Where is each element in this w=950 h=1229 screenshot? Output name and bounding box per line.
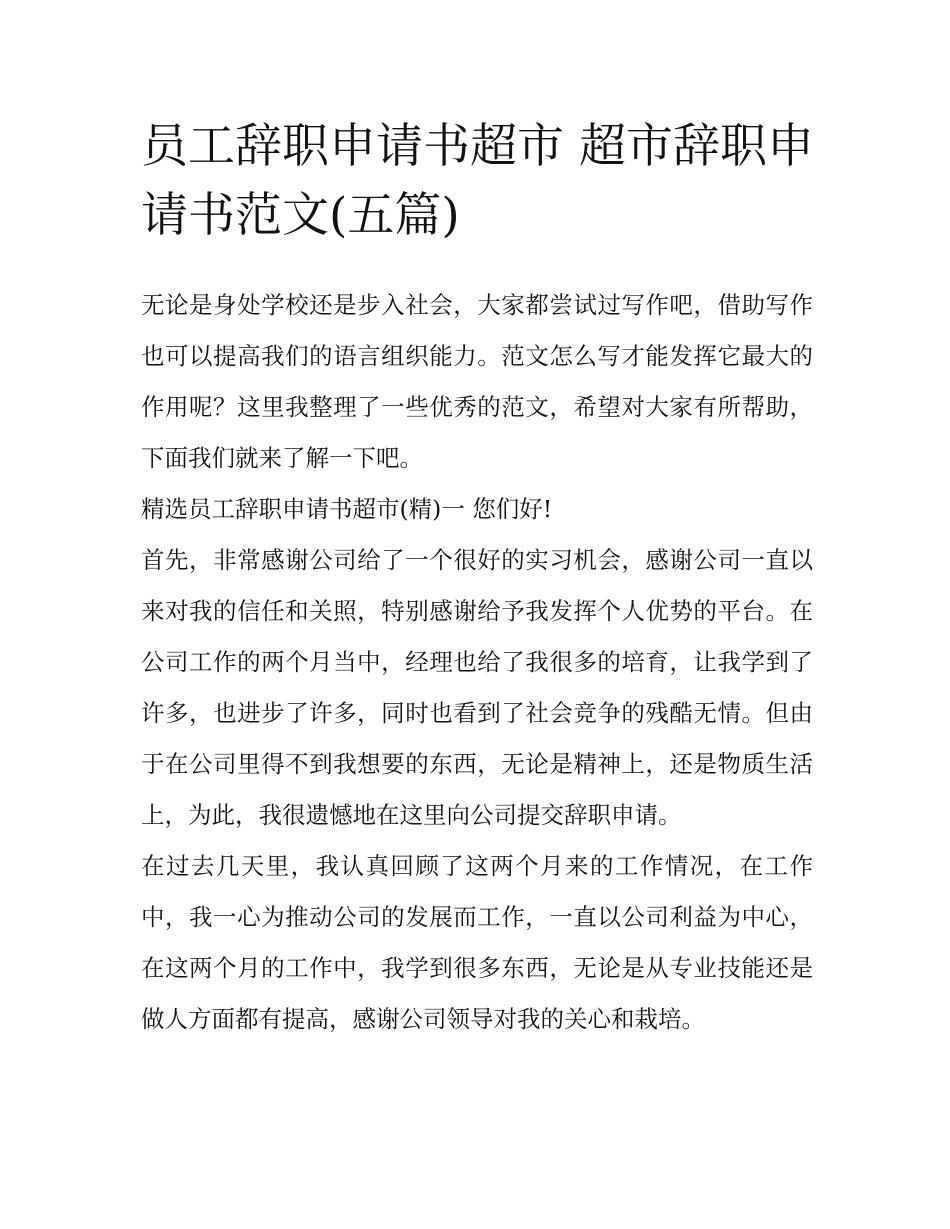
document-body bbox=[141, 280, 813, 1045]
document-title: 员工辞职申请书超市 超市辞职申请书范文(五篇) bbox=[141, 119, 814, 243]
paragraph-review: 在过去几天里，我认真回顾了这两个月来的工作情况，在工作中，我一心为推动公司的发展而工作，一直以公司利益为中心，在这两个月的工作中，我学到很多东西，无论是从专业技能还是做人方面都有提高，感谢公司领导对我的关心和栽培。 bbox=[141, 852, 813, 1033]
paragraph-heading-greeting: 精选员工辞职申请书超市(精)一 您们好! bbox=[141, 495, 553, 523]
paragraph-thanks: 首先，非常感谢公司给了一个很好的实习机会，感谢公司一直以来对我的信任和关照，特别感谢给予我发挥个人优势的平台。在公司工作的两个月当中，经理也给了我很多的培育，让我学到了许多，也进步了许多，同时也看到了社会竞争的残酷无情。但由于在公司里得不到我想要的东西，无论是精神上，还是物质生活上，为此，我很遗憾地在这里向公司提交辞职申请。 bbox=[141, 546, 813, 829]
paragraph-intro: 无论是身处学校还是步入社会，大家都尝试过写作吧，借助写作也可以提高我们的语言组织能力。范文怎么写才能发挥它最大的作用呢？这里我整理了一些优秀的范文，希望对大家有所帮助，下面我们就来了解一下吧。 bbox=[141, 291, 813, 472]
